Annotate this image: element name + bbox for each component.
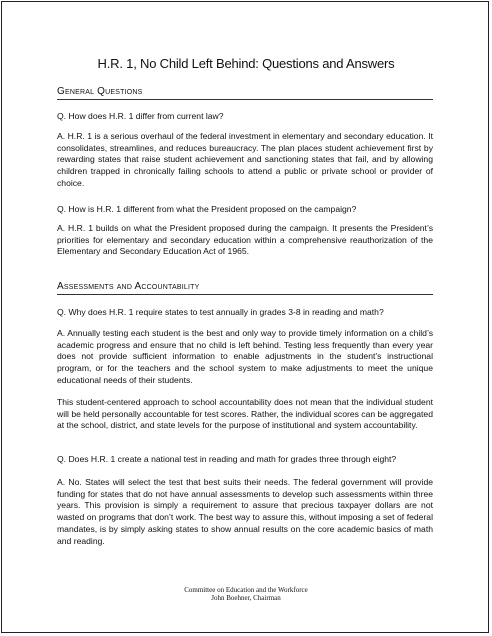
question-text: Q. How does H.R. 1 differ from current law? xyxy=(57,111,224,121)
section-heading-assessments-accountability: Assessments and Accountability xyxy=(57,281,433,295)
answer-text: A. No. States will select the test that best suits their needs. The federal government will provide funding for states that do not have annual assessments to develop such assessments within three years. This provision is simply a requirement to assure that precious taxpayer dollars are not wasted on programs that don’t work. The best way to assure this, without imposing a set of federal mandates, is by simply asking states to show annual results on the core academic basics of math and reading. xyxy=(57,477,433,546)
answer-text: A. Annually testing each student is the best and only way to provide timely information on a child’s academic progress and ensure that no child is left behind. Testing less frequently than every year does not provide sufficient information to enable adjustments in the student’s instructional program, or for the teachers and the school system to make adjustments to meet the unique educational needs of their students. xyxy=(57,328,433,385)
footer-chairman: John Boehner, Chairman xyxy=(211,594,281,602)
question-text: Q. Why does H.R. 1 require states to test annually in grades 3-8 in reading and math? xyxy=(57,307,384,317)
document-title: H.R. 1, No Child Left Behind: Questions and Answers xyxy=(97,56,395,71)
footer-committee: Committee on Education and the Workforce xyxy=(184,586,308,594)
question-text: Q. Does H.R. 1 create a national test in reading and math for grades three through eight? xyxy=(57,454,397,464)
question-text: Q. How is H.R. 1 different from what the President proposed on the campaign? xyxy=(57,204,357,214)
answer-text: A. H.R. 1 is a serious overhaul of the federal investment in elementary and secondary education. It consolidates, streamlines, and reduces bureaucracy. The plan places student achievement first by rewarding states that raise student achievement and sanctioning states that fail, and by allowing children trapped in chronically failing schools to attend a public or private school or provider of choice. xyxy=(57,131,433,188)
answer-text-continued: This student-centered approach to school accountability does not mean that the individual student will be held personally accountable for test scores. Rather, the individual scores can be aggregated at the school, district, and state levels for the purpose of institutional and system accountability. xyxy=(57,397,433,431)
section-heading-general-questions: General Questions xyxy=(57,86,433,100)
answer-text: A. H.R. 1 builds on what the President proposed during the campaign. It presents the President’s priorities for elementary and secondary education within a comprehensive reauthorization of the Elementary and Secondary Education Act of 1965. xyxy=(57,223,433,257)
